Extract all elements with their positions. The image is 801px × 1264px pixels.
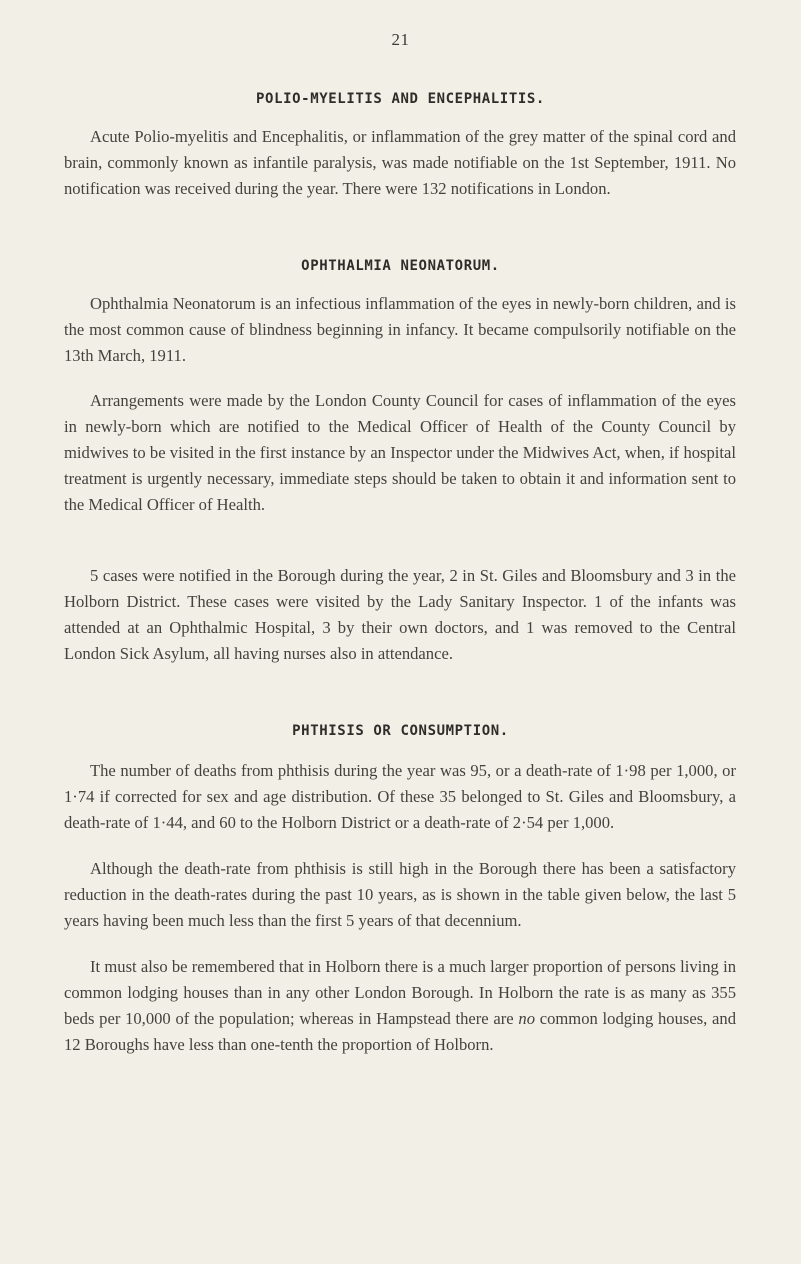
paragraph-ophthalmia-cases: 5 cases were notified in the Borough during the year, 2 in St. Giles and Bloomsbury and 3 in the Holborn District. These cases were visited by the Lady Sanitary Inspector. 1 of the infants was attended at an Ophthalmic Hospital, 3 by their own doctors, and 1 was removed to the Central London Sick Asylum, all having nurses also in attendance.	[64, 566, 736, 663]
heading-ophthalmia-neonatorum: OPHTHALMIA NEONATORUM.	[301, 258, 500, 274]
lodging-text-after: common lodging houses, and 12 Boroughs have less than one-tenth the proportion of Holborn.	[64, 1009, 736, 1054]
lodging-text-before: It must also be remembered that in Holborn there is a much larger proportion of persons living in common lodging houses than in any other London Borough. In Holborn the rate is as many as 355 beds per 10,000 of the population; whereas in Hampstead there are	[64, 957, 736, 1028]
paragraph-ophthalmia-definition: Ophthalmia Neonatorum is an infectious inflammation of the eyes in newly-born children, and is the most common cause of blindness beginning in infancy. It became compulsorily notifiable on the 13th March, 1911.	[64, 294, 736, 365]
lodging-text-emphasis: no	[518, 1009, 535, 1028]
paragraph-lodging-houses	[64, 954, 736, 1058]
paragraph-polio-myelitis: Acute Polio-myelitis and Encephalitis, or inflammation of the grey matter of the spinal cord and brain, commonly known as infantile paralysis, was made notifiable on the 1st September, 1911. No notification was received during the year. There were 132 notifications in London.	[64, 127, 736, 198]
page-number: 21	[391, 30, 410, 49]
heading-polio-myelitis: POLIO-MYELITIS AND ENCEPHALITIS.	[256, 91, 545, 107]
heading-phthisis-consumption: PHTHISIS OR CONSUMPTION.	[292, 723, 509, 739]
paragraph-phthisis-deaths: The number of deaths from phthisis during the year was 95, or a death-rate of 1·98 per 1,000, or 1·74 if corrected for sex and age distribution. Of these 35 belonged to St. Giles and Bloomsbury, a death-rate of 1·44, and 60 to the Holborn District or a death-rate of 2·54 per 1,000.	[64, 761, 736, 832]
paragraph-ophthalmia-arrangements: Arrangements were made by the London County Council for cases of inflammation of the eyes in newly-born which are notified to the Medical Officer of Health of the County Council by midwives to be visited in the first instance by an Inspector under the Midwives Act, when, if hospital treatment is urgently necessary, immediate steps should be taken to obtain it and information sent to the Medical Officer of Health.	[64, 391, 736, 514]
paragraph-phthisis-reduction: Although the death-rate from phthisis is still high in the Borough there has been a satisfactory reduction in the death-rates during the past 10 years, as is shown in the table given below, the last 5 years having been much less than the first 5 years of that decennium.	[64, 859, 736, 930]
